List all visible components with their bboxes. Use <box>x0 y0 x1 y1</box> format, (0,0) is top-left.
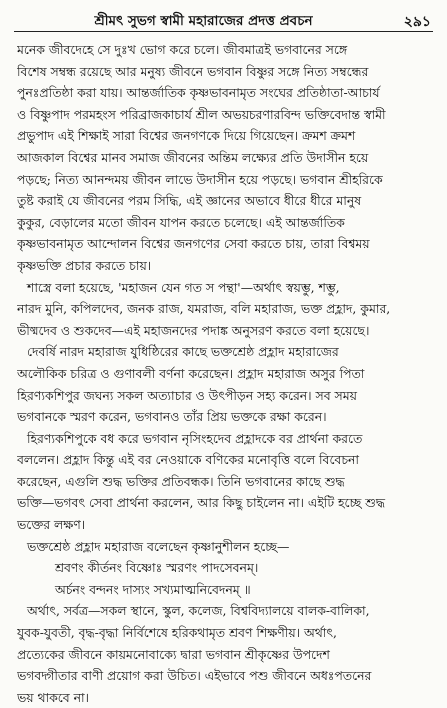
text-line: ভক্তের লক্ষণ। <box>17 517 86 533</box>
text-line: ভক্তশ্রেষ্ঠ প্রহ্লাদ মহারাজ বলেছেন কৃষ্ণানুশীলন হচ্ছে— <box>27 538 290 554</box>
text-line: নারদ মুনি, কপিলদেব, জনক রাজ, যমরাজ, বলি মহারাজ, ভক্ত প্রহ্লাদ, কুমার, <box>17 301 391 317</box>
text-line: বিশেষ সম্বন্ধ রয়েছে আর মনুষ্য জীবনে ভগবান বিষ্ণুর সঙ্গে নিত্য সম্বন্ধের <box>17 63 369 79</box>
running-title: শ্রীমৎ সুভগ স্বামী মহারাজের প্রদত্ত প্রবচন <box>94 13 313 29</box>
text-line: ভগবানকে স্মরণ করেন, ভগবানও তাঁর প্রিয় ভক্তকে রক্ষা করেন। <box>17 409 327 425</box>
page-number: ২৯১ <box>403 14 431 30</box>
page-header <box>14 8 433 30</box>
text-line: কৃষ্ণভাবনামৃত আন্দোলন বিশ্বের জনগণের সেবা করতে চায়, তারা বিশ্বময় <box>17 236 370 252</box>
text-line: ভক্তি—ভগবৎ সেবা প্রার্থনা করলেন, আর কিছু চাইলেন না। এইটি হচ্ছে শুদ্ধ <box>17 495 385 511</box>
text-line: অলৌকিক চরিত্র ও গুণাবলী বর্ণনা করেছেন। প্রহ্লাদ মহারাজ অসুর পিতা <box>17 365 365 381</box>
text-line: অর্থাৎ, সর্বত্র—সকল স্থানে, স্কুল, কলেজ, বিশ্ববিদ্যালয়ে বালক-বালিকা, <box>27 603 370 619</box>
text-line: শাস্ত্রে বলা হয়েছে, 'মহাজন যেন গত স পন্থা'—অর্থাৎ স্বয়ম্ভু, শম্ভু, <box>27 279 340 295</box>
text-line: প্রভুপাদ এই শিক্ষাই সারা বিশ্বের জনগণকে দিয়ে গিয়েছেন। ক্রমশ ক্রমশ <box>17 128 356 144</box>
text-line: কুকুর, বেড়ালের মতো জীবন যাপন করতে চলেছে। এই আন্তর্জাতিক <box>17 214 345 230</box>
header-rule <box>14 31 433 32</box>
text-line: দেবর্ষি নারদ মহারাজ যুধিষ্ঠিরের কাছে ভক্তশ্রেষ্ঠ প্রহ্লাদ মহারাজের <box>27 344 339 360</box>
text-line: হিরণ্যকশিপুকে বধ করে ভগবান নৃসিংহদেব প্রহ্লাদকে বর প্রার্থনা করতে <box>27 430 363 446</box>
text-line: তুষ্ট করাই যে জীবনের পরম সিদ্ধি, এই জ্ঞানের অভাবে ধীরে ধীরে মানুষ <box>17 193 362 209</box>
text-line: কৃষ্ণভক্তি প্রচার করতে চায়। <box>17 257 152 273</box>
text-line: হিরণ্যকশিপুর জঘন্য সকল অত্যাচার ও উৎপীড়ন সহ্য করেন। সব সময় <box>17 387 357 403</box>
body-text <box>17 39 430 708</box>
text-line: যুবক-যুবতী, বৃদ্ধ-বৃদ্ধা নির্বিশেষে হরিকথামৃত শ্রবণ শিক্ষণীয়। অর্থাৎ, <box>17 625 337 641</box>
text-line: ও বিষ্ণুপাদ পরমহংস পরিব্রাজকাচার্য শ্রীল অভয়চরণারবিন্দ ভক্তিবেদান্ত স্বামী <box>17 106 386 122</box>
text-line: ভগবদ্গীতার বাণী প্রয়োগ করা উচিত। এইভাবে পশু জীবনে অধঃপতনের <box>17 668 372 684</box>
text-line: পুনঃপ্রতিষ্ঠা করা যায়। আন্তর্জাতিক কৃষ্ণভাবনামৃত সংঘের প্রতিষ্ঠাতা-আচার্য <box>17 85 380 101</box>
text-line: বললেন। প্রহ্লাদ কিন্তু এই বর নেওয়াকে বণিকের মনোবৃত্তি বলে বিবেচনা <box>17 452 360 468</box>
text-line: ভয় থাকবে না। <box>17 689 89 705</box>
text-line: প্রত্যেকের জীবনে কায়মনোবাক্যে দ্বারা ভগবান শ্রীকৃষ্ণের উপদেশ <box>17 646 330 662</box>
text-line: ভীষ্মদেব ও শুকদেব—এই মহাজনদের পদাঙ্ক অনুসরণ করতে বলা হয়েছে। <box>17 322 370 338</box>
text-line: মনেক জীবদেহে সে দুঃখ ভোগ করে চলে। জীবমাত্রই ভগবানের সঙ্গে <box>17 42 348 57</box>
verse-line: শ্রবণং কীর্তনং বিষ্ণোঃ স্মরণং পাদসেবনম্। <box>55 560 259 576</box>
text-line: আজকাল বিশ্বের মানব সমাজ জীবনের অন্তিম লক্ষ্যের প্রতি উদাসীন হয়ে <box>17 149 369 165</box>
text-line: পড়ছে; নিত্য আনন্দময় জীবন লাভে উদাসীন হয়ে পড়ছে। ভগবান শ্রীহরিকে <box>17 171 383 187</box>
verse-line: অর্চনং বন্দনং দাস্যং সখ্যমাত্মনিবেদনম্ ॥ <box>55 581 251 597</box>
text-line: করেছেন, এগুলি শুদ্ধ ভক্তির প্রতিবন্ধক। তিনি ভগবানের কাছে শুদ্ধ <box>17 473 345 489</box>
